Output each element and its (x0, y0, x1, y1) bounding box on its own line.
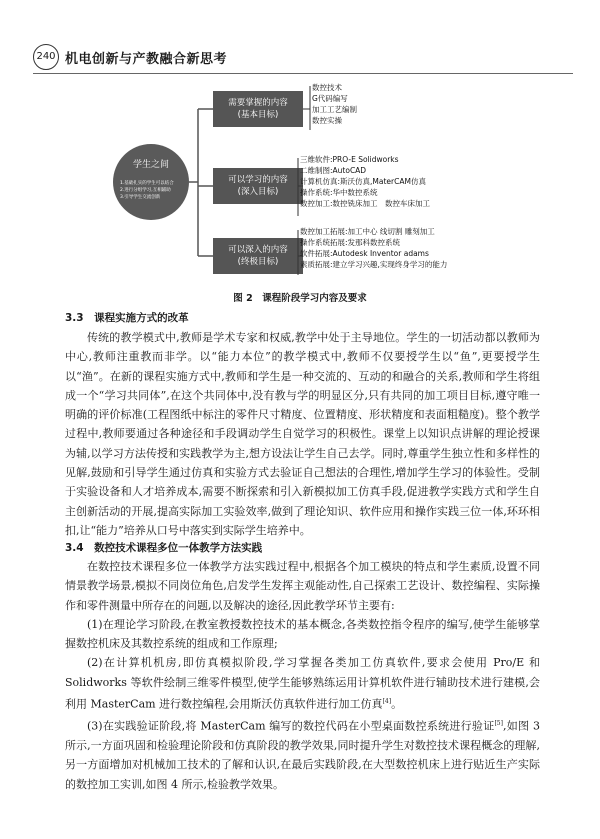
list-item: 软件拓展:Autodesk Inventor adams (300, 249, 429, 258)
list-item: G代码编写 (312, 94, 348, 103)
citation: [5] (494, 720, 503, 728)
box-title: 需要掌握的内容 (228, 98, 288, 108)
box-subtitle: (基本目标) (237, 110, 279, 120)
list-item: 三维软件:PRO-E Solidworks (300, 155, 399, 164)
list-item: 素质拓展:建立学习兴趣,实现终身学习的能力 (300, 260, 448, 269)
header-rule (33, 73, 573, 74)
basic-content-list (312, 82, 357, 126)
citation: [4] (382, 698, 392, 706)
item-text-end: ,如图 3 所示,一方面巩固和检验理论阶段和仿真阶段的教学效果,同时提升学生对数控技术课程概念的理解,另一方面增加对机械加工技术的了解和认识,在最后实践阶段,在大型数控机床上进行贴近生产实际的数控加工实训,如图 4 所示,检验教学效果。 (65, 719, 540, 791)
box-title: 可以学习的内容 (228, 175, 288, 185)
section-heading-3-4: 3.4 数控技术课程多位一体教学方法实践 (65, 542, 263, 554)
circle-item: 2.进行分组学习,互相辅助 (120, 188, 171, 193)
branch-connector (189, 109, 213, 256)
ultimate-content-list (300, 226, 447, 270)
circle-title-block (122, 157, 180, 172)
paragraph: 传统的教学模式中,教师是学术专家和权威,教学中处于主导地位。学生的一切活动都以教师为中心,教师注重教而非学。以“能力本位”的教学模式中,教师不仅要授学生以“鱼”,更要授学生以“渔”。在新的课程实施方式中,教师和学生是一种交流的、互动的和融合的关系,教师和学生将组成一个“学习共同体”,在这个共同体中,没有教与学的明显区分,只有共同的加工项目目标,遵守唯一明确的评价标准(工程图纸中标注的零件尺寸精度、位置精度、形状精度和表面粗糙度)。整个教学过程中,教师要通过各种途径和手段调动学生自觉学习的积极性。课堂上以知识点讲解的理论授课为辅,以学习方法传授和实践教学为主,想方设法让学生自己去学。同时,尊重学生独立性和多样性的见解,鼓励和引导学生通过仿真和实验方式去验证自己想法的合理性,增加学生学习的体验性。受制于实验设备和人才培养成本,需要不断探索和引入新模拟加工仿真手段,促进教学实践方式和学生自主创新活动的开展,提高实际加工实验效率,做到了理论知识、软件应用和操作实践三位一体,环环相扣,让“能力”培养从口号中落实到实际学生培养中。 (65, 331, 540, 537)
item-text: (2)在计算机机房,即仿真模拟阶段,学习掌握各类加工仿真软件,要求会使用 Pro/E 和 Solidworks 等软件绘制三维零件模型,使学生能够熟练运用计算机软件进行辅助技术进行建模,会利用 MasterCam 进行数控编程,会用斯沃仿真软件进行加工仿真 (65, 656, 540, 711)
item-text: (3)在实践验证阶段,将 MasterCam 编写的数控代码在小型桌面数控系统进行验证 (87, 719, 495, 733)
box-subtitle: (深入目标) (237, 187, 279, 197)
circle-item: 1.基础扎实的学生可以结合 (120, 181, 174, 186)
box-basic-label (213, 91, 303, 127)
section-3-4-body (65, 557, 540, 794)
book-title: 机电创新与产教融合新思考 (65, 52, 228, 67)
list-paragraph (65, 714, 540, 794)
list-item: 数控技术 (312, 83, 342, 92)
list-paragraph (65, 653, 540, 714)
list-item: 操作系统:华中数控系统 (300, 188, 378, 197)
page-number: 240 (33, 44, 59, 70)
box-deep-label (213, 168, 303, 204)
list-item: 数控加工:数控铣床加工 数控车床加工 (300, 199, 431, 208)
list-paragraph: (1)在理论学习阶段,在教室教授数控技术的基本概念,各类数控指令程序的编写,使学生能够掌握数控机床及其数控系统的组成和工作原理; (65, 617, 540, 651)
paragraph: 在数控技术课程多位一体教学方法实践过程中,根据各个加工模块的特点和学生素质,设置不同情景教学场景,模拟不同岗位角色,启发学生发挥主观能动性,自己探索工艺设计、数控编程、实际操作和零件测量中所存在的问题,以及解决的途径,因此教学环节主要有: (65, 560, 540, 612)
brace-1 (303, 86, 310, 130)
section-3-3-body (65, 328, 540, 540)
list-item: 加工工艺编制 (312, 105, 357, 114)
box-ultimate-label (213, 238, 303, 274)
list-item: 操作系统拓展:发那科数控系统 (300, 238, 401, 247)
list-item: 二维制图:AutoCAD (300, 166, 367, 175)
figure-2 (100, 82, 500, 292)
item-text-end: 。 (391, 697, 403, 711)
list-item: 数控加工拓展:加工中心 线切割 雕刻加工 (300, 227, 435, 236)
running-header (33, 44, 573, 72)
box-title: 可以深入的内容 (228, 245, 288, 255)
deep-content-list (300, 154, 430, 209)
box-subtitle: (终极目标) (237, 257, 279, 267)
circle-items (120, 180, 182, 201)
circle-title: 学生之间 (132, 160, 169, 170)
figure-caption: 图 2 课程阶段学习内容及要求 (233, 293, 367, 304)
circle-item: 3.引导学生交流创新 (120, 195, 161, 200)
list-item: 数控实操 (312, 116, 342, 125)
list-item: 计算机仿真:斯沃仿真,MaterCAM仿真 (300, 177, 426, 186)
section-heading-3-3: 3.3 课程实施方式的改革 (65, 312, 189, 324)
